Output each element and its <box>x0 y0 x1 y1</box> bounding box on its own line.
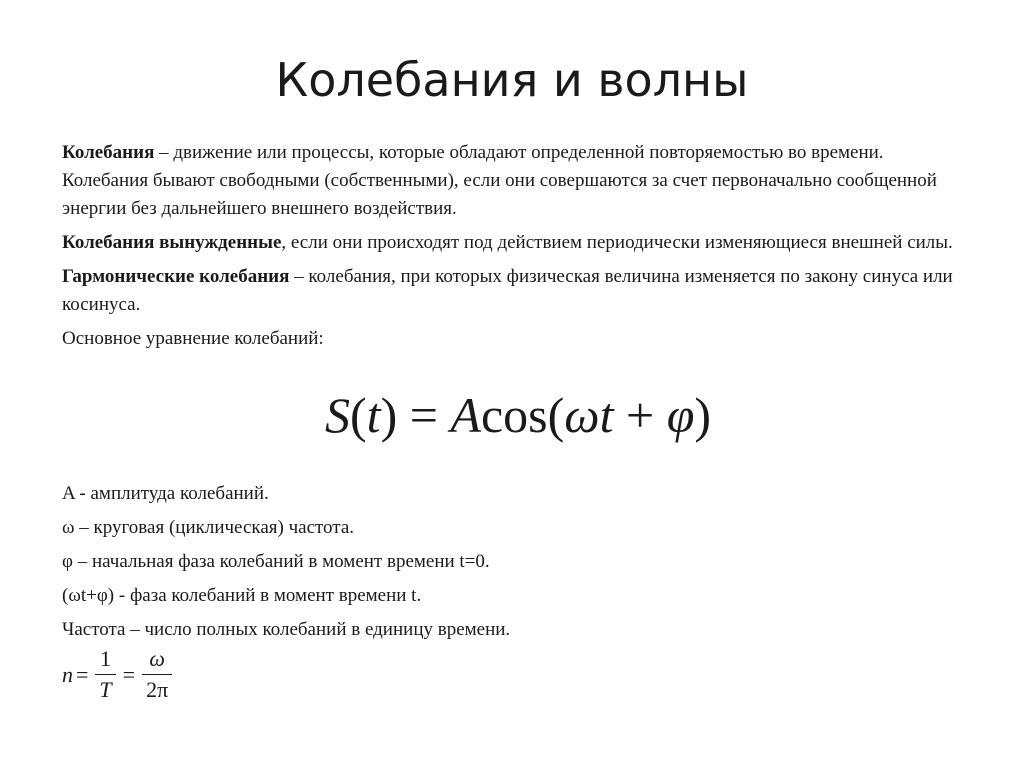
term-forced-oscillations: Колебания вынужденные <box>62 232 282 253</box>
fraction-numerator: 1 <box>100 646 112 671</box>
eq-lhs-close: ) <box>380 387 398 443</box>
definition-phase: (ωt+φ) - фаза колебаний в момент времени t. <box>62 585 422 606</box>
main-equation <box>325 383 711 447</box>
definition-initial-phase: φ – начальная фаза колебаний в момент времени t=0. <box>62 551 490 572</box>
eq-phi: φ <box>666 387 695 443</box>
frequency-formula <box>62 646 176 703</box>
definition-oscillations: – движение или процессы, которые обладают определенной повторяемостью во времени. Колебания бывают свободными (собственными), если они совершаются за счет первоначально сообщенной энергии без дальнейшего внешнего воздействия. <box>62 142 937 219</box>
paragraph-harmonic-oscillations <box>62 263 962 319</box>
fraction-numerator: ω <box>149 646 165 671</box>
eq-close: ) <box>694 387 712 443</box>
paragraph-forced-oscillations <box>62 229 962 257</box>
definition-harmonic-oscillations: – колебания, при которых физическая величина изменяется по закону синуса или косинуса. <box>62 266 953 315</box>
definition-amplitude: A - амплитуда колебаний. <box>62 483 269 504</box>
eq-omega: ω <box>564 387 600 443</box>
eq-cos: cos( <box>480 387 565 443</box>
eq-equals: = <box>397 387 451 443</box>
definition-forced-oscillations: , если они происходят под действием периодически изменяющиеся внешней силы. <box>281 232 953 253</box>
fraction-omega-over-2pi <box>142 646 172 703</box>
freq-lhs: n <box>62 661 73 687</box>
term-oscillations: Колебания <box>62 142 155 163</box>
term-harmonic-oscillations: Гармонические колебания <box>62 266 290 287</box>
definition-angular-frequency: ω – круговая (циклическая) частота. <box>62 517 355 538</box>
freq-eq1: = <box>76 661 89 687</box>
eq-lhs-open: ( <box>350 387 367 443</box>
definition-frequency: Частота – число полных колебаний в единицу времени. <box>62 619 511 640</box>
definitions-list <box>62 480 962 650</box>
eq-amplitude: A <box>450 387 481 443</box>
eq-plus: + <box>613 387 667 443</box>
slide-title: Колебания и волны <box>275 53 749 107</box>
fraction-one-over-t <box>95 646 115 703</box>
eq-lhs-var: S <box>325 387 350 443</box>
eq-lhs-arg: t <box>366 387 381 443</box>
equation-intro: Основное уравнение колебаний: <box>62 328 324 349</box>
freq-eq2: = <box>122 661 136 687</box>
fraction-denominator: T <box>95 674 115 703</box>
eq-t: t <box>599 387 614 443</box>
paragraph-oscillations <box>62 139 962 223</box>
slide-body <box>62 139 962 359</box>
fraction-denominator: 2π <box>142 674 172 703</box>
